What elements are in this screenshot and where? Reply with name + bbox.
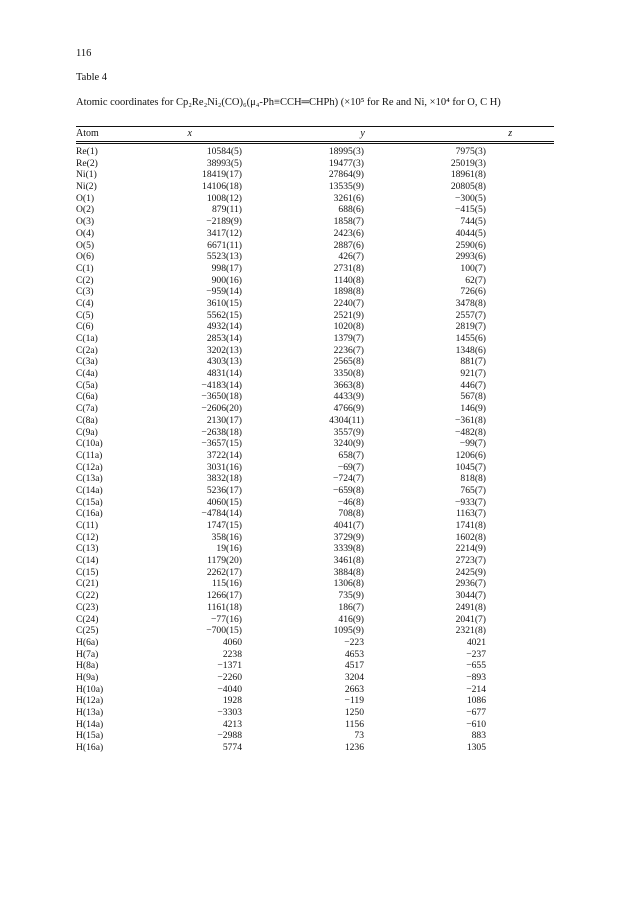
cell-y: −223 (344, 636, 364, 648)
cell-z: 921(7) (460, 368, 486, 380)
cell-atom: C(8a) (76, 414, 98, 426)
cell-y: 4653 (344, 648, 364, 660)
cell-x: 1161(18) (207, 601, 242, 613)
cell-z: −482(8) (455, 426, 486, 438)
cell-y: 4517 (344, 660, 364, 672)
cell-atom: C(23) (76, 601, 99, 613)
table-row (76, 263, 554, 275)
cell-atom: O(2) (76, 204, 95, 216)
table-row (76, 485, 554, 497)
cell-y: 416(9) (338, 613, 364, 625)
cell-z: 7975(3) (455, 146, 486, 157)
cell-x: 3417(12) (206, 227, 242, 239)
cell-x: 358(16) (211, 531, 242, 543)
cell-x: 4060(15) (206, 496, 242, 508)
cell-y: 4041(7) (333, 520, 364, 531)
cell-x: −2189(9) (206, 216, 242, 228)
cell-y: 1095(9) (333, 625, 364, 637)
cell-y: 1140(8) (333, 274, 364, 286)
cell-x: 3610(15) (206, 297, 242, 309)
table-row (76, 380, 554, 392)
cell-x: 19(16) (216, 543, 242, 555)
cell-z: 4044(5) (455, 227, 486, 239)
table-row (76, 204, 554, 216)
cell-z: 1741(8) (455, 520, 486, 531)
cell-y: 1020(8) (333, 321, 364, 333)
cell-atom: C(22) (76, 590, 99, 602)
cell-atom: C(2) (76, 274, 94, 286)
cell-atom: H(12a) (76, 695, 104, 707)
cell-atom: H(8a) (76, 660, 99, 672)
table-row (76, 169, 554, 181)
cell-z: −415(5) (455, 204, 486, 216)
cell-atom: C(15) (76, 566, 99, 578)
table-row (76, 345, 554, 357)
cell-x: −2606(20) (201, 403, 242, 415)
cell-atom: C(12a) (76, 461, 103, 473)
cell-x: −700(15) (206, 625, 242, 637)
cell-atom: H(10a) (76, 683, 104, 695)
cell-x: 1266(17) (206, 590, 242, 602)
table-row (76, 649, 554, 661)
cell-y: 3557(9) (333, 426, 364, 438)
cell-z: 1348(6) (455, 344, 486, 356)
page-number: 116 (76, 48, 92, 59)
cell-z: 2321(8) (455, 625, 486, 637)
cell-x: 879(11) (211, 204, 242, 216)
cell-atom: C(3a) (76, 356, 98, 368)
cell-y: 3339(8) (333, 543, 364, 555)
cell-y: −46(8) (337, 496, 364, 508)
cell-x: 4060 (222, 636, 242, 648)
cell-z: 883 (471, 730, 486, 742)
cell-atom: Re(2) (76, 157, 98, 169)
cell-x: 1179(20) (207, 555, 242, 567)
cell-y: 1156 (345, 718, 364, 730)
cell-atom: C(5a) (76, 379, 98, 391)
table-row (76, 310, 554, 322)
cell-x: 1747(15) (206, 520, 242, 531)
cell-atom: Ni(1) (76, 169, 97, 181)
table-row (76, 543, 554, 555)
cell-y: 2423(6) (333, 227, 364, 239)
table-row (76, 684, 554, 696)
cell-y: 2731(8) (333, 262, 364, 274)
cell-x: −4183(14) (201, 379, 242, 391)
cell-z: 446(7) (460, 379, 486, 391)
table-row (76, 356, 554, 368)
cell-y: 735(9) (338, 590, 364, 602)
cell-z: 2425(9) (455, 566, 486, 578)
table-row (76, 427, 554, 439)
table-row (76, 286, 554, 298)
cell-z: 2557(7) (455, 309, 486, 321)
cell-y: 4433(9) (333, 391, 364, 403)
cell-atom: H(7a) (76, 648, 99, 660)
cell-x: 4831(14) (206, 368, 242, 380)
cell-y: 19477(3) (328, 157, 364, 169)
cell-z: 2819(7) (455, 321, 486, 333)
table-row (76, 216, 554, 228)
table-row (76, 508, 554, 520)
cell-y: 3729(9) (333, 531, 364, 543)
cell-y: 13535(9) (328, 181, 364, 193)
cell-z: 3044(7) (455, 590, 486, 602)
cell-y: 1236 (344, 742, 364, 754)
table-row (76, 532, 554, 544)
table-row (76, 707, 554, 719)
header-z: z (508, 128, 513, 139)
cell-x: 1928 (222, 695, 242, 707)
cell-x: 5523(13) (206, 251, 242, 263)
cell-z: 4021 (466, 636, 486, 648)
cell-z: −214 (466, 683, 486, 695)
cell-atom: C(21) (76, 578, 99, 590)
cell-y: 688(6) (338, 204, 364, 216)
cell-z: 2590(6) (455, 239, 486, 251)
cell-y: 2887(6) (333, 239, 364, 251)
table-row (76, 473, 554, 485)
cell-atom: C(14) (76, 555, 99, 567)
cell-y: 4304(11) (329, 414, 364, 426)
table-row (76, 181, 554, 193)
cell-z: 18961(8) (450, 169, 486, 181)
table-row (76, 240, 554, 252)
table-row (76, 719, 554, 731)
cell-z: 1206(6) (455, 449, 486, 461)
table-row (76, 637, 554, 649)
cell-atom: O(6) (76, 251, 95, 263)
cell-z: 1045(7) (455, 461, 486, 473)
cell-z: 2041(7) (455, 613, 486, 625)
table-row (76, 614, 554, 626)
cell-z: 25019(3) (450, 157, 486, 169)
cell-atom: C(16a) (76, 508, 103, 520)
cell-x: −3657(15) (201, 438, 242, 450)
table-row (76, 497, 554, 509)
cell-z: 1455(6) (455, 333, 486, 344)
table-row (76, 158, 554, 170)
cell-x: 2262(17) (206, 566, 242, 578)
cell-z: 1305 (466, 742, 486, 754)
cell-atom: C(13a) (76, 473, 103, 485)
cell-atom: C(13) (76, 543, 99, 555)
cell-atom: C(1) (76, 262, 94, 274)
header-x: x (187, 128, 192, 139)
table-caption: Atomic coordinates for Cp₂Re₂Ni₂(CO)₆(μ₄-Ph≡CCH═CHPh) (×10⁵ for Re and Ni, ×10⁴ for O, C H) (76, 97, 501, 108)
table-row (76, 695, 554, 707)
cell-atom: H(13a) (76, 707, 104, 718)
cell-y: 3884(8) (333, 566, 364, 578)
cell-atom: C(2a) (76, 344, 98, 356)
cell-x: 900(16) (211, 274, 242, 286)
cell-y: 3240(9) (333, 438, 364, 450)
table-row (76, 590, 554, 602)
table-row (76, 228, 554, 240)
cell-y: 1250 (344, 707, 364, 718)
cell-x: 18419(17) (202, 169, 242, 181)
cell-y: 2240(7) (333, 297, 364, 309)
cell-z: 881(7) (460, 356, 486, 368)
cell-x: −77(16) (211, 613, 242, 625)
cell-x: 5562(15) (206, 309, 242, 321)
table-row (76, 660, 554, 672)
cell-y: 3261(6) (333, 192, 364, 204)
cell-y: 1379(7) (333, 333, 364, 344)
cell-z: 744(5) (460, 216, 486, 228)
cell-z: 20805(8) (450, 181, 486, 193)
cell-atom: C(6a) (76, 391, 98, 403)
cell-z: −300(5) (455, 192, 486, 204)
table-label: Table 4 (76, 72, 108, 83)
table-body (76, 144, 554, 754)
cell-atom: O(5) (76, 239, 95, 251)
cell-z: 146(9) (460, 403, 486, 415)
cell-atom: C(24) (76, 613, 99, 625)
cell-atom: O(4) (76, 227, 95, 239)
cell-y: 2236(7) (333, 344, 364, 356)
cell-atom: C(10a) (76, 438, 103, 450)
cell-atom: H(14a) (76, 718, 104, 730)
table-row (76, 520, 554, 532)
cell-atom: H(15a) (76, 730, 104, 742)
cell-atom: H(6a) (76, 636, 99, 648)
cell-x: 10584(5) (206, 146, 242, 157)
cell-z: −610 (466, 718, 486, 730)
cell-x: 3722(14) (206, 449, 242, 461)
cell-z: 1086 (466, 695, 486, 707)
table-row (76, 462, 554, 474)
cell-atom: H(9a) (76, 671, 99, 683)
cell-x: −1371 (217, 660, 242, 672)
cell-x: 3031(16) (206, 461, 242, 473)
cell-z: 1602(8) (455, 531, 486, 543)
cell-y: 1858(7) (333, 216, 364, 228)
cell-atom: C(14a) (76, 484, 103, 496)
cell-z: 765(7) (460, 484, 486, 496)
cell-x: −4784(14) (201, 508, 242, 520)
cell-z: −933(7) (455, 496, 486, 508)
cell-y: 186(7) (338, 601, 364, 613)
cell-x: −2988 (217, 730, 242, 742)
atomic-coordinates-table (76, 126, 554, 754)
cell-z: 818(8) (460, 473, 486, 485)
cell-x: −959(14) (206, 286, 242, 298)
table-row (76, 672, 554, 684)
cell-x: 5236(17) (206, 484, 242, 496)
cell-atom: C(4a) (76, 368, 98, 380)
cell-z: 2936(7) (455, 578, 486, 590)
cell-x: 998(17) (211, 262, 242, 274)
cell-atom: C(7a) (76, 403, 98, 415)
cell-z: 567(8) (460, 391, 486, 403)
cell-x: 2853(14) (206, 333, 242, 344)
table-row (76, 275, 554, 287)
table-row (76, 415, 554, 427)
cell-x: 2238 (222, 648, 242, 660)
cell-z: 2214(9) (455, 543, 486, 555)
cell-x: −2638(18) (201, 426, 242, 438)
table-row (76, 193, 554, 205)
table-row (76, 251, 554, 263)
cell-z: −655 (466, 660, 486, 672)
cell-atom: H(16a) (76, 742, 104, 754)
cell-x: 3832(18) (206, 473, 242, 485)
header-y: y (360, 128, 365, 139)
table-row (76, 368, 554, 380)
cell-x: 5774 (222, 742, 242, 754)
cell-x: −2260 (217, 671, 242, 683)
cell-y: −119 (344, 695, 364, 707)
cell-x: −3303 (217, 707, 242, 718)
cell-z: 100(7) (460, 262, 486, 274)
cell-y: 3204 (344, 671, 364, 683)
cell-y: 3461(8) (333, 555, 364, 567)
cell-y: 3663(8) (333, 379, 364, 391)
cell-z: −237 (466, 648, 486, 660)
cell-y: 4766(9) (333, 403, 364, 415)
cell-y: 2663 (344, 683, 364, 695)
cell-atom: C(25) (76, 625, 99, 637)
cell-atom: C(9a) (76, 426, 98, 438)
cell-y: 708(8) (338, 508, 364, 520)
cell-x: 6671(11) (207, 239, 242, 251)
table-row (76, 333, 554, 345)
table-row (76, 555, 554, 567)
cell-x: 14106(18) (202, 181, 242, 193)
table-row (76, 625, 554, 637)
cell-z: 2491(8) (455, 601, 486, 613)
cell-atom: Re(1) (76, 146, 98, 157)
cell-x: −4040 (217, 683, 242, 695)
table-row (76, 391, 554, 403)
cell-x: 1008(12) (206, 192, 242, 204)
cell-z: 1163(7) (455, 508, 486, 520)
cell-y: −659(8) (333, 484, 364, 496)
cell-z: 2993(6) (455, 251, 486, 263)
table-row (76, 403, 554, 415)
cell-atom: O(3) (76, 216, 95, 228)
cell-x: 2130(17) (206, 414, 242, 426)
table-header-row (76, 127, 554, 141)
cell-z: −677 (466, 707, 486, 718)
cell-y: 1898(8) (333, 286, 364, 298)
cell-z: −99(7) (459, 438, 486, 450)
cell-atom: C(4) (76, 297, 94, 309)
table-row (76, 742, 554, 754)
cell-y: 73 (354, 730, 364, 742)
cell-z: 726(6) (460, 286, 486, 298)
cell-z: 62(7) (465, 274, 486, 286)
cell-y: 3350(8) (333, 368, 364, 380)
cell-atom: C(3) (76, 286, 94, 298)
cell-atom: C(12) (76, 531, 99, 543)
table-row (76, 730, 554, 742)
cell-x: 4303(13) (206, 356, 242, 368)
cell-x: −3650(18) (201, 391, 242, 403)
header-atom: Atom (76, 128, 99, 139)
cell-y: 27864(9) (328, 169, 364, 181)
cell-atom: C(11a) (76, 449, 103, 461)
cell-atom: C(1a) (76, 333, 98, 344)
cell-x: 38993(5) (206, 157, 242, 169)
table-row (76, 438, 554, 450)
cell-z: −361(8) (455, 414, 486, 426)
cell-atom: C(5) (76, 309, 94, 321)
table-row (76, 321, 554, 333)
cell-y: 1306(8) (333, 578, 364, 590)
cell-atom: C(6) (76, 321, 94, 333)
cell-atom: C(15a) (76, 496, 103, 508)
table-header-rule (76, 141, 554, 142)
cell-y: −724(7) (333, 473, 364, 485)
cell-atom: C(11) (76, 520, 99, 531)
cell-x: 4213 (222, 718, 242, 730)
cell-y: 658(7) (338, 449, 364, 461)
cell-z: 3478(8) (455, 297, 486, 309)
cell-x: 4932(14) (206, 321, 242, 333)
cell-y: −69(7) (337, 461, 364, 473)
cell-z: 2723(7) (455, 555, 486, 567)
cell-y: 18995(3) (328, 146, 364, 157)
cell-atom: O(1) (76, 192, 95, 204)
table-row (76, 567, 554, 579)
table-row (76, 450, 554, 462)
cell-x: 3202(13) (206, 344, 242, 356)
cell-y: 2521(9) (333, 309, 364, 321)
cell-z: −893 (466, 671, 486, 683)
cell-y: 2565(8) (333, 356, 364, 368)
cell-y: 426(7) (338, 251, 364, 263)
table-row (76, 146, 554, 158)
table-row (76, 578, 554, 590)
table-row (76, 298, 554, 310)
cell-atom: Ni(2) (76, 181, 97, 193)
table-row (76, 602, 554, 614)
cell-x: 115(16) (211, 578, 242, 590)
